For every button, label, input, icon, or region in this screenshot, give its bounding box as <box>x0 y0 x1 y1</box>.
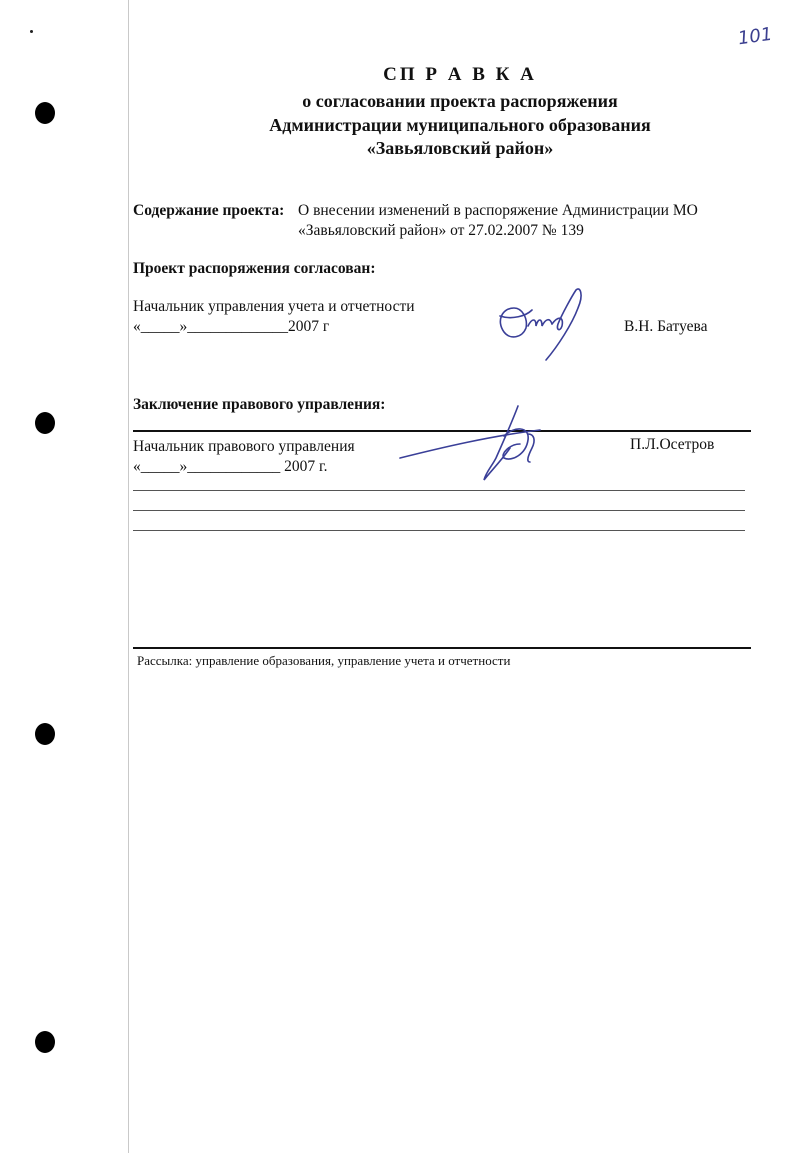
document-subtitle-line1: о согласовании проекта распоряжения <box>302 91 618 111</box>
punch-hole <box>35 412 55 434</box>
content-label: Содержание проекта: <box>133 202 285 219</box>
distribution-list: Рассылка: управление образования, управление учета и отчетности <box>137 653 511 668</box>
punch-hole <box>35 1031 55 1053</box>
document-title: СП Р А В К А <box>383 64 537 85</box>
scan-edge-line <box>128 0 129 1153</box>
legal-signer-name: П.Л.Осетров <box>630 436 715 453</box>
document-subtitle-line2: Администрации муниципального образования <box>269 115 651 135</box>
approval-signer-name: В.Н. Батуева <box>624 318 708 335</box>
section-rule <box>133 647 751 649</box>
blank-line <box>133 530 745 531</box>
handwritten-page-number: 101 <box>736 23 774 50</box>
legal-position: Начальник правового управления <box>133 438 355 455</box>
scan-speck <box>30 30 33 33</box>
approval-position: Начальник управления учета и отчетности <box>133 298 415 315</box>
signature-osetrov <box>400 400 560 495</box>
legal-heading: Заключение правового управления: <box>133 396 386 413</box>
content-text-line2: «Завьяловский район» от 27.02.2007 № 139 <box>298 222 584 239</box>
content-text-line1: О внесении изменений в распоряжение Администрации МО <box>298 202 698 219</box>
approval-date-line: «_____»_____________2007 г <box>133 318 330 335</box>
blank-line <box>133 510 745 511</box>
approval-heading: Проект распоряжения согласован: <box>133 260 376 277</box>
legal-date-line: «_____»____________ 2007 г. <box>133 458 328 475</box>
document-subtitle-line3: «Завьяловский район» <box>366 138 554 158</box>
signature-batueva <box>492 286 602 371</box>
punch-hole <box>35 723 55 745</box>
blank-line <box>133 490 745 491</box>
